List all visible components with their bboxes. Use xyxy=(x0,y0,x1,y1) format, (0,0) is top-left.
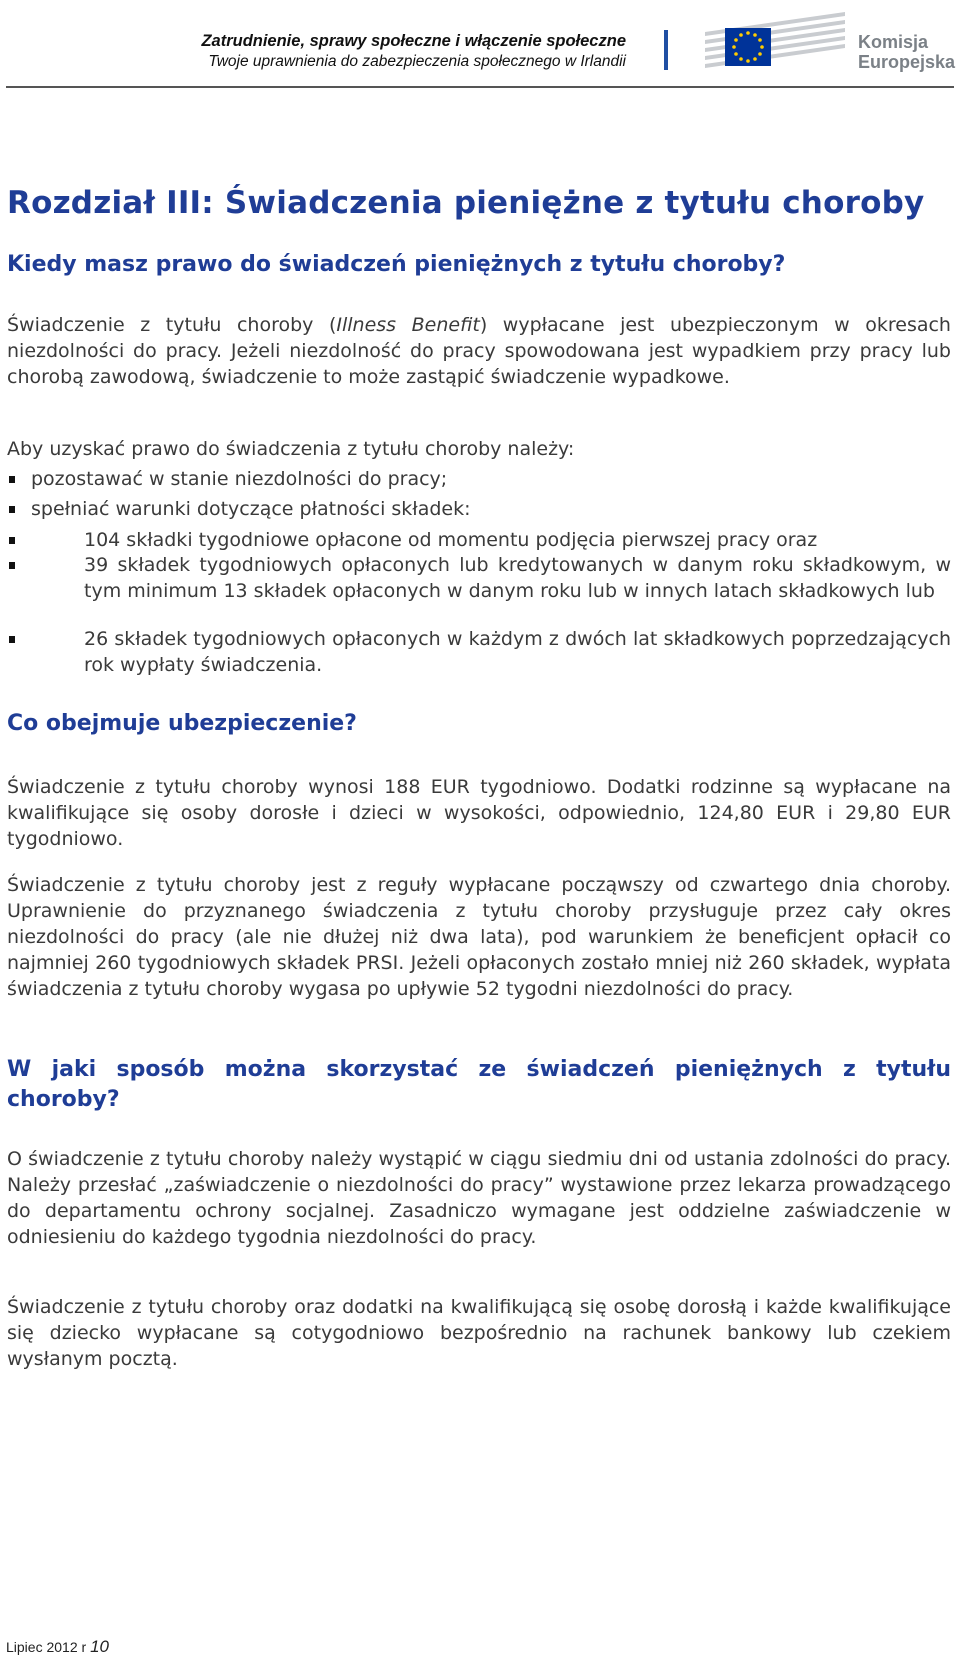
sub-list-item xyxy=(7,527,951,553)
paragraph-requirements-intro: Aby uzyskać prawo do świadczenia z tytułu choroby należy: xyxy=(7,438,575,460)
ec-building-icon xyxy=(705,2,855,82)
chapter-heading: Rozdział III: Świadczenia pieniężne z tytułu choroby xyxy=(7,185,925,221)
bullet-icon xyxy=(9,506,15,513)
paragraph-claim-procedure: O świadczenie z tytułu choroby należy wystąpić w ciągu siedmiu dni od ustania zdolności do pracy. Należy przesłać „zaświadczenie o niezdolności do pracy” wystawione przez lekarza prowadzącego do departamentu ochrony socjalnej. Zasadniczo wymagane jest oddzielne zaświadczenie w odniesieniu do każdego tygodnia niezdolności do pracy. xyxy=(7,1148,951,1248)
list-item-text: pozostawać w stanie niezdolności do pracy; xyxy=(31,468,448,490)
paragraph-payment-method: Świadczenie z tytułu choroby oraz dodatki na kwalifikującą się osobę dorosłą i każde kwalifikujące się dziecko wypłacane są cotygodniowo bezpośrednio na rachunek bankowy lub czekiem wysłanym pocztą. xyxy=(7,1296,951,1370)
list-item-text: spełniać warunki dotyczące płatności składek: xyxy=(31,498,471,520)
page-number: 10 xyxy=(90,1637,109,1656)
sub-list-item-text: 104 składki tygodniowe opłacone od momentu podjęcia pierwszej pracy oraz xyxy=(84,529,818,551)
bullet-icon xyxy=(9,476,15,483)
text-segment: ) wypłacane jest ubezpieczonym w okresach niezdolności do pracy. Jeżeli niezdolność do pracy spowodowana jest wypadkiem przy pracy lub chorobą zawodową, świadczenie to może zastąpić świadczenie wypadkowe. xyxy=(7,314,951,388)
section-heading-eligibility: Kiedy masz prawo do świadczeń pieniężnych z tytułu choroby? xyxy=(7,252,786,277)
paragraph-illness-benefit-intro xyxy=(7,312,951,390)
section-heading-how-to-claim: W jaki sposób można skorzystać ze świadczeń pieniężnych z tytułu choroby? xyxy=(7,1057,951,1112)
bullet-icon xyxy=(9,562,15,569)
page-header xyxy=(0,0,960,90)
sub-list-item xyxy=(7,552,951,604)
footer-date: Lipiec 2012 r xyxy=(6,1639,87,1655)
term-illness-benefit: Illness Benefit xyxy=(336,314,480,336)
header-rule xyxy=(6,86,954,88)
paragraph-benefit-amount: Świadczenie z tytułu choroby wynosi 188 EUR tygodniowo. Dodatki rodzinne są wypłacane na kwalifikujące się osoby dorosłe i dzieci w wysokości, odpowiednio, 124,80 EUR i 29,80 EUR tygodniowo. xyxy=(7,776,951,850)
section-heading-coverage: Co obejmuje ubezpieczenie? xyxy=(7,711,357,736)
logo-text-europejska: Europejska xyxy=(858,52,956,72)
list-item xyxy=(7,466,951,492)
header-divider xyxy=(664,30,668,70)
header-title: Zatrudnienie, sprawy społeczne i włączenie społeczne xyxy=(201,32,626,50)
sub-list-item xyxy=(7,626,951,678)
sub-list-item-text: 26 składek tygodniowych opłaconych w każdym z dwóch lat składkowych poprzedzających rok wypłaty świadczenia. xyxy=(84,628,951,676)
logo-text-komisja: Komisja xyxy=(858,32,929,52)
bullet-icon xyxy=(9,537,15,544)
bullet-icon xyxy=(9,636,15,643)
header-subtitle: Twoje uprawnienia do zabezpieczenia społecznego w Irlandii xyxy=(208,53,626,70)
text-segment: Świadczenie z tytułu choroby ( xyxy=(7,314,337,336)
sub-list-item-text: 39 składek tygodniowych opłaconych lub kredytowanych w danym roku składkowym, w tym minimum 13 składek opłaconych w danym roku lub w innych latach składkowych lub xyxy=(84,554,951,602)
paragraph-benefit-duration: Świadczenie z tytułu choroby jest z reguły wypłacane począwszy od czwartego dnia choroby. Uprawnienie do przyznanego świadczenia z tytułu choroby przysługuje przez cały okres niezdolności do pracy (ale nie dłużej niż dwa lata), pod warunkiem że beneficjent opłacił co najmniej 260 tygodniowych składek PRSI. Jeżeli opłaconych zostało mniej niż 260 składek, wypłata świadczenia z tytułu choroby wygasa po upływie 52 tygodni niezdolności do pracy. xyxy=(7,874,951,1000)
list-item xyxy=(7,496,951,522)
page-footer xyxy=(6,1637,109,1657)
